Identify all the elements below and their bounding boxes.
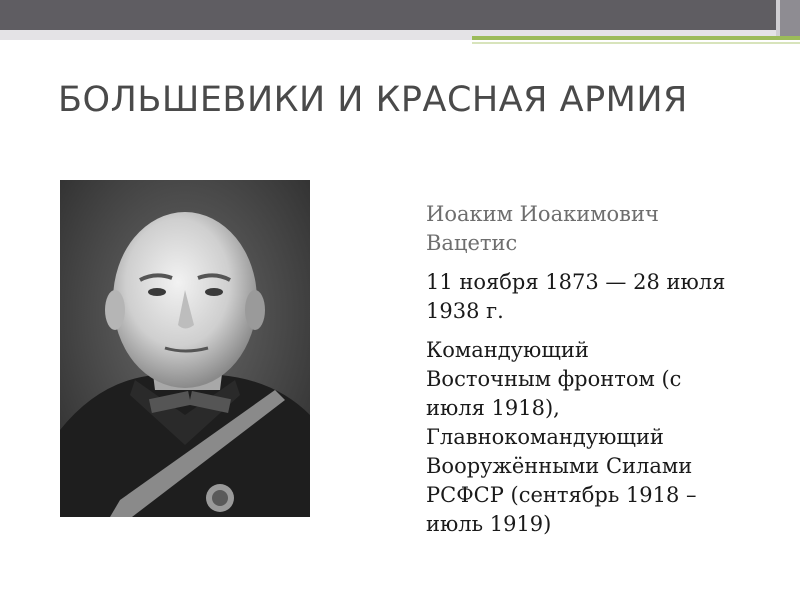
text-line: 11 ноября 1873 — 28 июля [426,270,726,294]
biography-text [426,200,776,549]
text-line: Главнокомандующий [426,425,664,449]
text-line: РСФСР (сентябрь 1918 – [426,483,697,507]
text-line: Командующий [426,338,589,362]
corner-tab [776,0,800,36]
text-line: Вооружёнными Силами [426,454,693,478]
text-line: июля 1918), [426,396,560,420]
life-dates [426,268,776,326]
accent-line-secondary [472,42,800,44]
portrait-illustration [60,180,310,517]
accent-line [472,36,800,40]
top-decorative-band [0,0,800,30]
text-line: 1938 г. [426,299,504,323]
portrait-photo [60,180,310,517]
text-line: июль 1919) [426,512,552,536]
person-name [426,200,776,258]
text-line: Восточным фронтом (с [426,367,682,391]
career-summary [426,336,776,539]
slide-title: БОЛЬШЕВИКИ И КРАСНАЯ АРМИЯ [58,80,688,120]
text-line: Иоаким Иоакимович [426,202,659,226]
text-line: Вацетис [426,231,518,255]
